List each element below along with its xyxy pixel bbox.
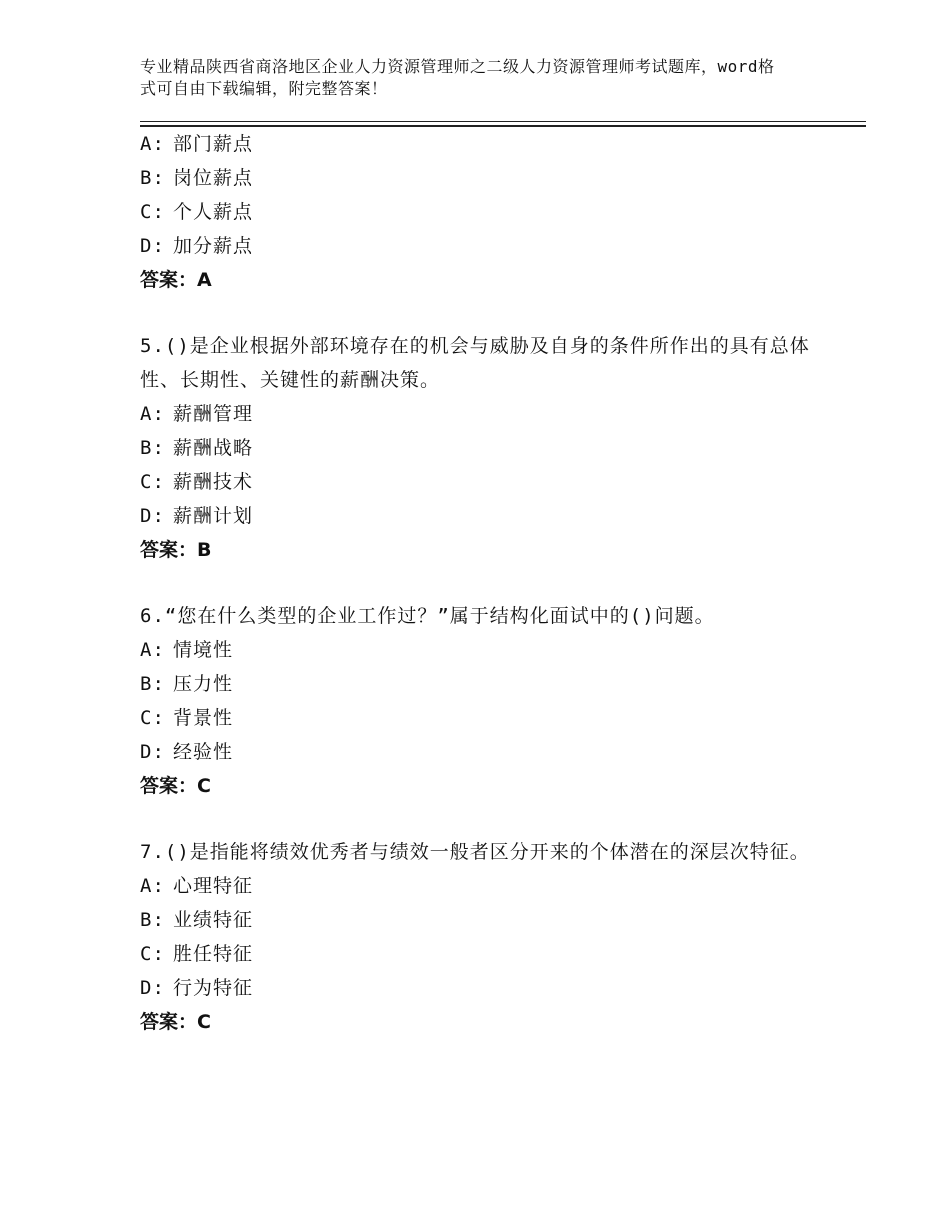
option-d: D: 行为特征	[140, 977, 254, 999]
option-c: C: 薪酬技术	[140, 471, 254, 493]
question-block-7	[140, 835, 820, 1039]
option-d: D: 经验性	[140, 741, 234, 763]
option-b: B: 压力性	[140, 673, 234, 695]
option-b: B: 岗位薪点	[140, 167, 254, 189]
question-text: 7.()是指能将绩效优秀者与绩效一般者区分开来的个体潜在的深层次特征。	[140, 841, 810, 863]
option-a: A: 部门薪点	[140, 133, 254, 155]
question-text: 5.()是企业根据外部环境存在的机会与威胁及自身的条件所作出的具有总体性、长期性、关键性的薪酬决策。	[140, 335, 810, 391]
option-c: C: 个人薪点	[140, 201, 254, 223]
question-block-4	[140, 127, 820, 297]
header-rule-thin	[140, 121, 866, 122]
option-a: A: 心理特征	[140, 875, 254, 897]
option-d: D: 薪酬计划	[140, 505, 254, 527]
option-b: B: 薪酬战略	[140, 437, 254, 459]
question-block-5	[140, 329, 820, 567]
answer-line: 答案：C	[140, 1011, 211, 1033]
document-header: 专业精品陕西省商洛地区企业人力资源管理师之二级人力资源管理师考试题库，word格式可自由下载编辑，附完整答案！	[140, 57, 775, 98]
answer-line: 答案：C	[140, 775, 211, 797]
answer-line: 答案：B	[140, 539, 212, 561]
question-list	[140, 127, 820, 1039]
answer-line: 答案：A	[140, 269, 212, 291]
option-c: C: 背景性	[140, 707, 234, 729]
option-c: C: 胜任特征	[140, 943, 254, 965]
option-d: D: 加分薪点	[140, 235, 254, 257]
option-b: B: 业绩特征	[140, 909, 254, 931]
option-a: A: 情境性	[140, 639, 234, 661]
question-block-6	[140, 599, 820, 803]
question-text: 6.“您在什么类型的企业工作过？”属于结构化面试中的()问题。	[140, 605, 715, 627]
option-a: A: 薪酬管理	[140, 403, 254, 425]
